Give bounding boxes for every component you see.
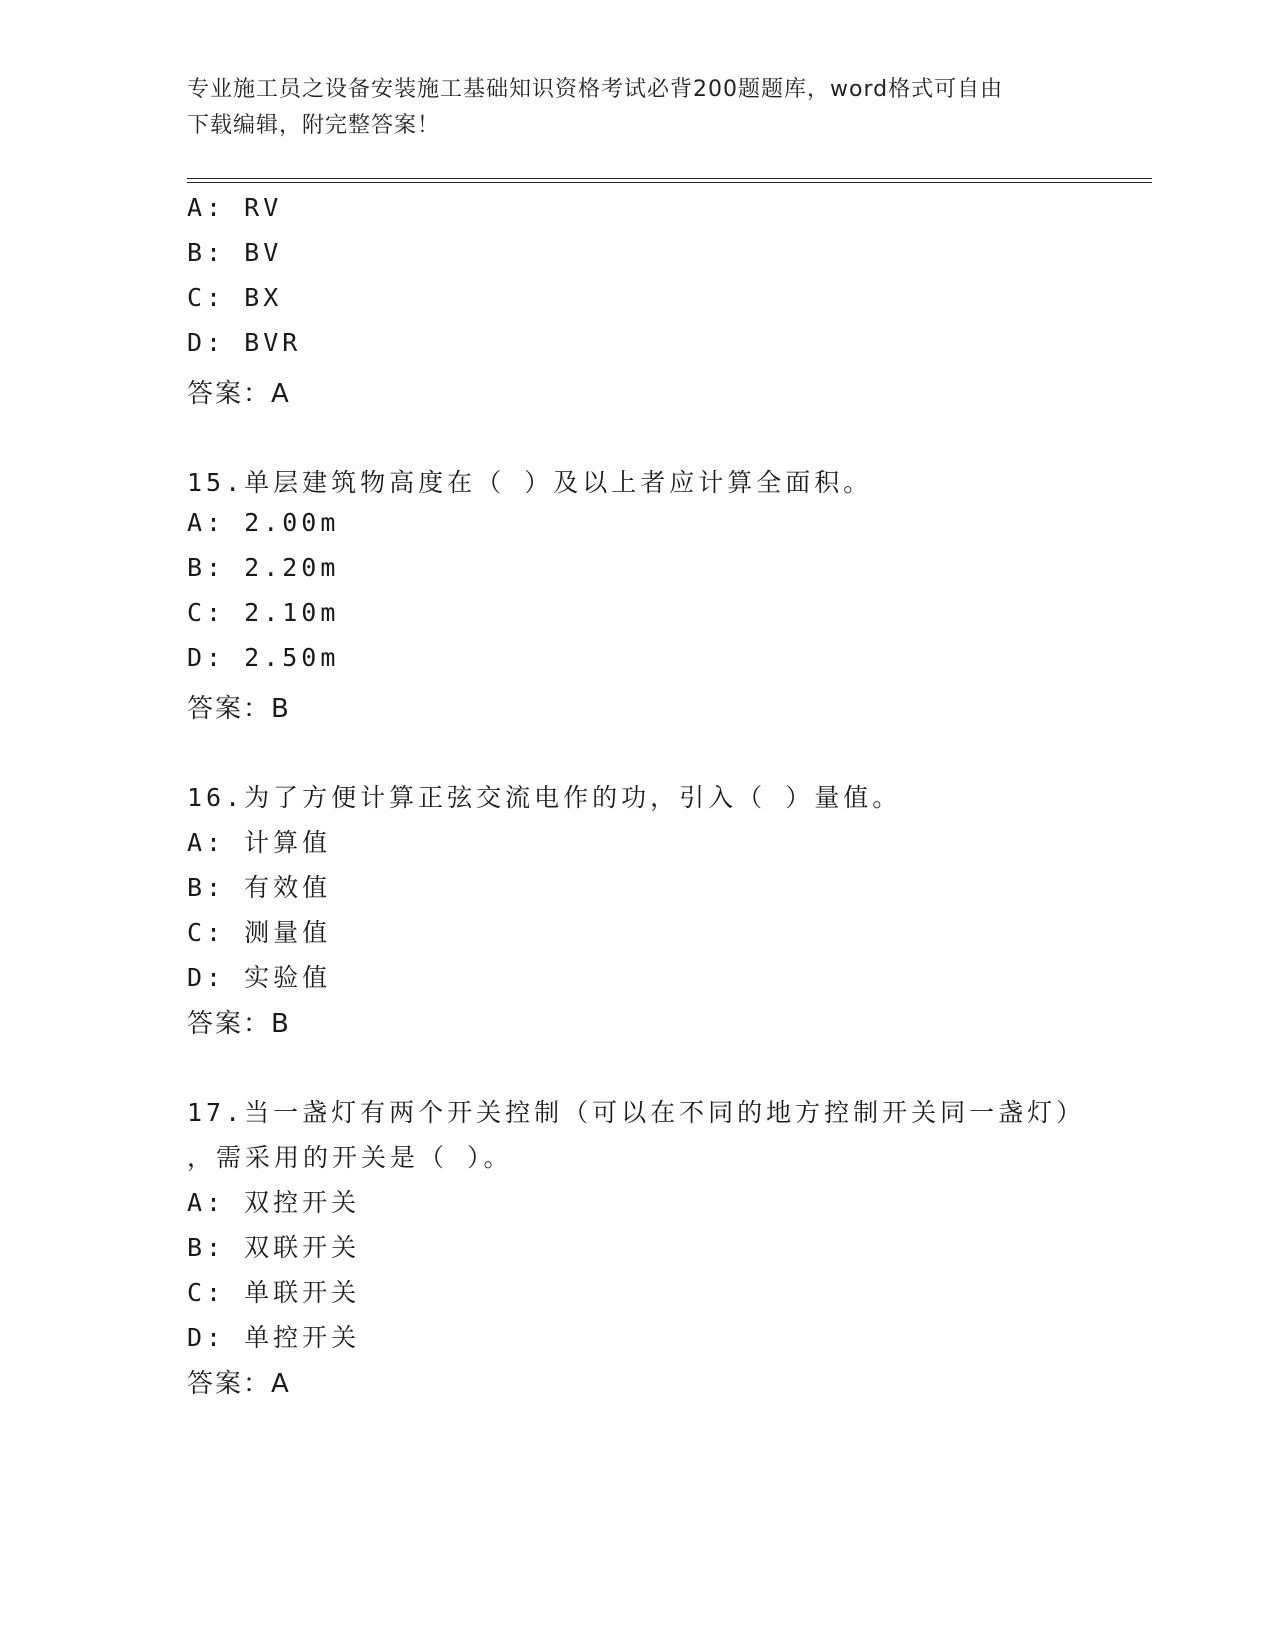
q17-option-d: D: 单控开关 [187,1323,361,1352]
q15-answer: 答案：B [187,694,291,724]
q14-option-b: B: BV [187,238,283,267]
header-line-1: 专业施工员之设备安装施工基础知识资格考试必背200题题库，word格式可自由 [187,77,1004,102]
q15-option-c: C: 2.10m [187,598,340,627]
q17-option-c: C: 单联开关 [187,1278,361,1307]
q17-question-line-2: ，需采用的开关是（ ）。 [187,1143,513,1172]
q15-option-b: B: 2.20m [187,553,340,582]
q16-option-d: D: 实验值 [187,963,332,992]
q16-option-c: C: 测量值 [187,918,332,947]
q16-option-b: B: 有效值 [187,873,332,902]
q17-option-b: B: 双联开关 [187,1233,361,1262]
header-line-2: 下载编辑，附完整答案！ [187,113,441,138]
q14-option-c: C: BX [187,283,283,312]
q16-answer: 答案：B [187,1009,291,1039]
q15-option-a: A: 2.00m [187,508,340,537]
q17-answer: 答案：A [187,1369,291,1399]
q14-option-d: D: BVR [187,328,302,357]
document-header [187,72,1087,144]
header-divider [187,178,1152,183]
q14-answer: 答案：A [187,379,291,409]
q14-option-a: A: RV [187,193,283,222]
q15-option-d: D: 2.50m [187,643,340,672]
q15-question: 15.单层建筑物高度在（ ）及以上者应计算全面积。 [187,468,873,497]
q16-question: 16.为了方便计算正弦交流电作的功，引入（ ）量值。 [187,783,902,812]
q17-option-a: A: 双控开关 [187,1188,361,1217]
q16-option-a: A: 计算值 [187,828,332,857]
q17-question-line-1: 17.当一盏灯有两个开关控制（可以在不同的地方控制开关同一盏灯） [187,1098,1086,1127]
